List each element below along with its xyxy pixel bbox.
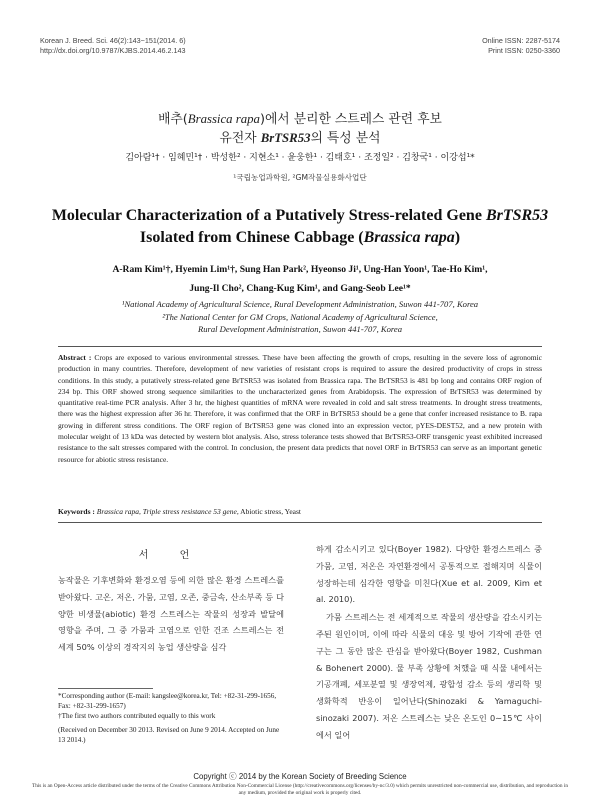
right-paragraph-2: 가뭄 스트레스는 전 세계적으로 작물의 생산량을 감소시키는 주된 원인이며, 이에 따라 식물의 대응 및 방어 기작에 관한 연구는 그 동안 많은 관심을 받아왔다(Boyer 1982, Cushman & Bohenert 2000). 물 부족 상황에 처했을 때 식물 내에서는 기공개폐, 세포분열 및 생장억제, 광합성 감소 등의 생리학 및 생화학적 반응이 일어난다(Shinozaki & Yamaguchi-sinozaki 2007). 저온 스트레스는 낮은 온도인 0∼15℃ 사이에서 일어 (316, 612, 542, 740)
korean-title-line2: 유전자 BrTSR53의 특성 분석 (219, 131, 381, 146)
section-heading: 서 언 (138, 550, 204, 561)
abstract-label: Abstract : (58, 353, 92, 362)
journal-header-right (482, 36, 560, 56)
keywords (58, 506, 542, 517)
abstract (58, 352, 542, 465)
english-title-line1: Molecular Characterization of a Putatively Stress-related Gene BrTSR53 (51, 207, 549, 224)
english-authors-line1: A-Ram Kim¹†, Hyemin Lim¹†, Sung Han Park², Hyeonso Ji¹, Ung-Han Yoon¹, Tae-Ho Kim¹, (112, 264, 488, 275)
english-title-species: Brassica rapa (363, 229, 455, 246)
journal-reference: Korean J. Breed. Sci. 46(2):143~151(2014. 6) (40, 36, 186, 45)
affiliation-2: ²The National Center for GM Crops, National Academy of Agricultural Science, (162, 311, 438, 322)
right-paragraph-1: 하게 감소시키고 있다(Boyer 1982). 다양한 환경스트레스 중 가뭄, 고염, 저온은 자연환경에서 공통적으로 접해지며 식물이 성장하는데 심각한 영향을 미친다(Xue et al. 2009, Kim et al. 2010). (316, 544, 542, 605)
corresponding-author: *Corresponding author (E-mail: kangslee@korea.kr, Tel: +82-31-299-1656, Fax: +82-31-299-1657) (58, 692, 277, 711)
keywords-plain: Abiotic stress, Yeast (238, 507, 301, 516)
affiliation-1: ¹National Academy of Agricultural Science, Rural Development Administration, Suwon 441-707, Korea (121, 299, 479, 309)
left-column-text: 농작물은 기후변화와 환경오염 등에 의한 많은 환경 스트레스를 받아왔다. 고온, 저온, 가뭄, 고염, 오존, 중금속, 산소부족 등 다양한 비생물(abiotic) 환경 스트레스는 작물의 성장과 발달에 영향을 주며, 그 중 가뭄과 고염으로 인한 건조 스트레스는 전 세계 50% 이상의 경작지의 농업 생산량을 심각 (58, 575, 284, 653)
affiliation-3: Rural Development Administration, Suwon 441-707, Korea (197, 324, 403, 334)
license-text: This is an Open-Access article distributed under the terms of the Creative Commons Attribution Non-Commercial License (http://creativecommons.org/licenses/by-nc/3.0) which permits unrestricted non-commercial use, distribution, and reproduction in any medium, provided the original work is properly cited. (31, 783, 569, 796)
abstract-bottom-rule (58, 522, 542, 523)
abstract-top-rule (58, 346, 542, 347)
korean-title-line1: 배추(Brassica rapa)에서 분리한 스트레스 관련 후보 (158, 112, 442, 127)
keywords-italic: Brassica rapa, Triple stress resistance 53 gene, (96, 507, 239, 516)
english-title-line2: Isolated from Chinese Cabbage (Brassica rapa) (139, 229, 461, 246)
right-column (316, 541, 542, 744)
korean-affiliation: ¹국립농업과학원, ²GM작물실용화사업단 (233, 173, 367, 182)
journal-header-left (40, 36, 186, 56)
print-issn: Print ISSN: 0250-3360 (488, 46, 560, 55)
equal-contribution: †The first two authors contributed equally to this work (58, 712, 216, 721)
english-authors (0, 260, 600, 298)
footnote-rule (58, 688, 153, 689)
online-issn: Online ISSN: 2287-5174 (482, 36, 560, 45)
korean-title-species: Brassica rapa (187, 112, 260, 126)
korean-authors: 김아람¹† · 임혜민¹† · 박성한² · 지현소¹ · 윤웅한¹ · 김태호¹ · 조정일² · 김창국¹ · 이강섭¹* (125, 153, 475, 163)
english-affiliations (0, 298, 600, 336)
copyright: Copyright ⓒ 2014 by the Korean Society of Breeding Science (193, 772, 407, 781)
abstract-text: Crops are exposed to various environmental stresses. These have been affecting the growth of crops, resulting in the severe loss of agronomic production in many countries. Therefore, development of new varieties of resistant crops is required to assure the desired productivity of crops in stress conditions. In this study, a putatively stress-related gene BrTSR53 was isolated from Brassica rapa. The BrTSR53 is 481 bp long and contains ORF region of 234 bp. This ORF showed strong sequence similarities to the uncharacterized genes from Arabidopsis. The expression of BrTSR53 was determined by quantitative real-time PCR analysis. After 3 hr, the highest quantities of mRNA were revealed in cold and salt stress treatments. In drought stress treatments, there was the highest expression after 36 hr. Therefore, it was confirmed that the ORF in BrTSR53 should be a gene that confer increased resistance to B. rapa growing in different stress conditions. The ORF region of BrTSR53 gene was cloned into an expression vector, pYES-DEST52, and a new protein with molecular weight of 13 kDa was detected by western blot analysis. Also, stress tolerance tests showed that BrTSR53-ORF transgenic yeast exhibited increased resistance to the salt stresses compared with the control. In conclusion, the present data predicts that novel ORF in BrTSR53 can serve as an important genetic resource for abiotic stress resistance. (58, 353, 542, 464)
korean-title (0, 110, 600, 148)
received-dates: (Received on December 30 2013. Revised on June 9 2014. Accepted on June 13 2014.) (58, 725, 280, 744)
keywords-label: Keywords : (58, 507, 95, 516)
english-authors-line2: Jung-Il Cho², Chang-Kug Kim¹, and Gang-Seob Lee¹* (189, 283, 411, 294)
korean-title-gene: BrTSR53 (260, 131, 311, 145)
doi-link[interactable]: http://dx.doi.org/10.9787/KJBS.2014.46.2.143 (40, 46, 186, 55)
english-title-gene: BrTSR53 (485, 207, 549, 224)
english-title (0, 205, 600, 249)
footnotes (58, 691, 284, 745)
